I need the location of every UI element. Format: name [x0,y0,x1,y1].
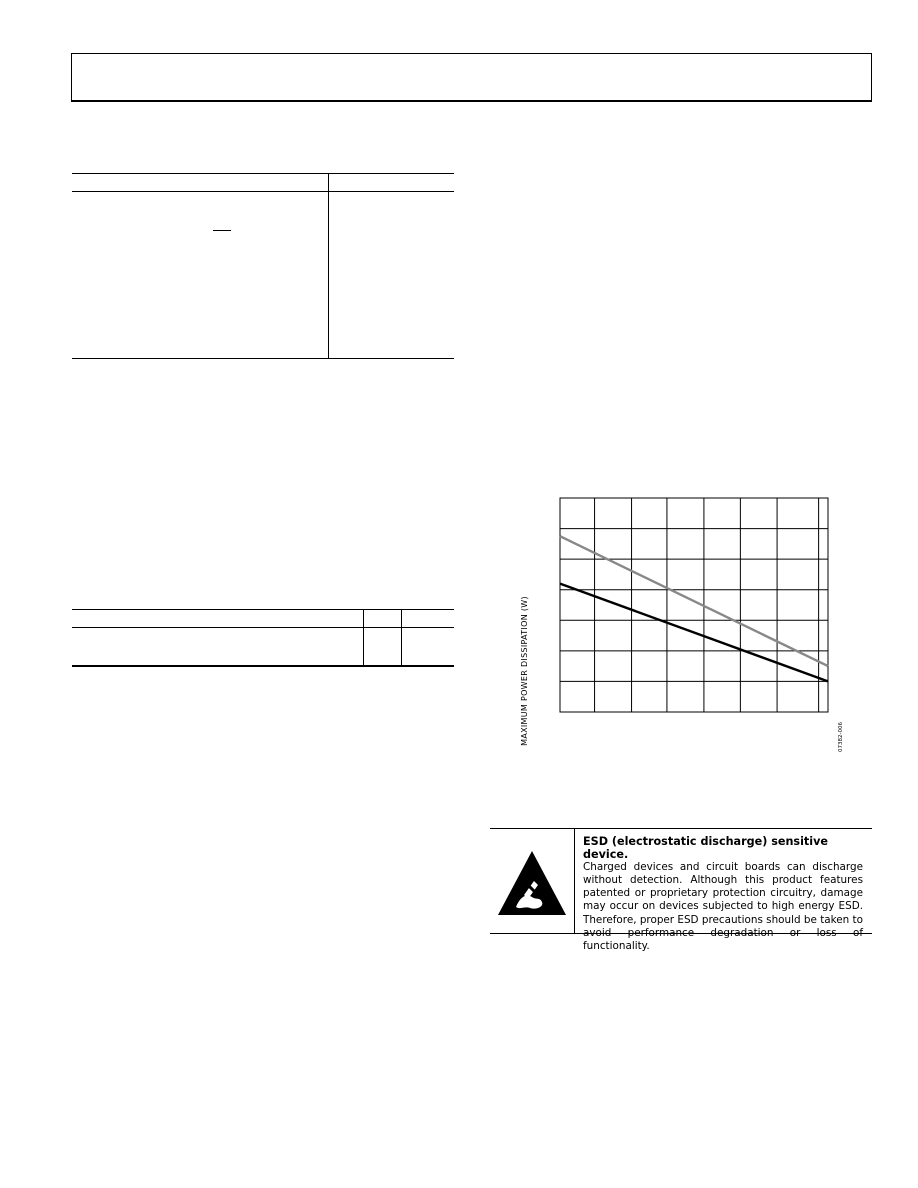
overbar-mark [213,230,231,231]
page-header-frame [71,53,872,102]
plot-frame [560,498,828,712]
chart-grid [560,498,828,712]
y-axis-label: MAXIMUM POWER DISSIPATION (W) [520,596,529,746]
table-2-bottom-rule [72,665,454,667]
esd-text [583,835,863,953]
esd-notice [490,828,872,952]
esd-body: Charged devices and circuit boards can discharge without detection. Although this product features patented or proprietary protection circuitry, damage may occur on devices subjected to high energy ESD. Therefore, proper ESD precautions should be taken to avoid performance degradation or loss of functionality. [583,861,863,952]
table-1-column-divider [328,173,329,358]
table-2-header-rule [72,627,454,628]
table-2-top-rule [72,609,454,610]
chart-svg [510,490,850,760]
table-1-top-rule [72,173,454,174]
esd-title: ESD (electrostatic discharge) sensitive device. [583,835,828,862]
table-2-column-divider-2 [401,609,402,666]
table-2-column-divider-1 [363,609,364,666]
chart-series [560,536,828,681]
power-dissipation-chart [510,490,850,760]
esd-divider [574,829,575,933]
series-line-2 [560,584,828,682]
table-1-header-rule [72,191,454,192]
series-line-1 [560,536,828,666]
esd-warning-icon [496,847,568,919]
table-1-bottom-rule [72,358,454,359]
figure-id: 07382-006 [838,722,844,752]
